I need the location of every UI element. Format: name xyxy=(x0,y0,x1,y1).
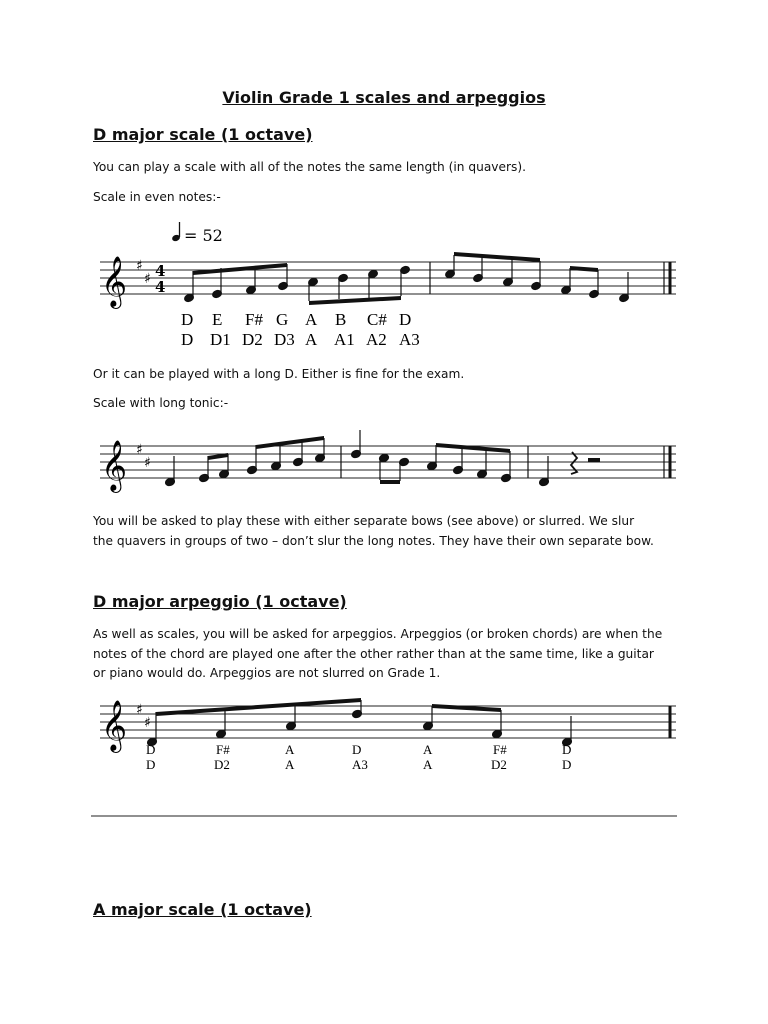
svg-text:♯: ♯ xyxy=(144,455,151,471)
svg-text:A: A xyxy=(423,742,433,757)
arpeggio-finger-labels xyxy=(146,757,571,772)
arpeggio-text-line-2: notes of the chord are played one after the other rather than at the same time, like a guitar xyxy=(93,647,654,661)
svg-text:4: 4 xyxy=(155,262,166,280)
svg-text:♯: ♯ xyxy=(136,442,143,458)
svg-text:A3: A3 xyxy=(352,757,368,772)
svg-text:♯: ♯ xyxy=(144,715,151,731)
svg-text:D3: D3 xyxy=(274,330,295,349)
svg-text:♯: ♯ xyxy=(136,258,143,274)
svg-text:A: A xyxy=(285,742,295,757)
svg-text:D2: D2 xyxy=(242,330,263,349)
svg-text:♯: ♯ xyxy=(136,702,143,718)
long-d-text: Or it can be played with a long D. Either is fine for the exam. xyxy=(93,367,465,381)
svg-text:D: D xyxy=(562,757,572,772)
page-title: Violin Grade 1 scales and arpeggios xyxy=(222,88,546,107)
svg-text:D: D xyxy=(181,310,194,329)
svg-text:♯: ♯ xyxy=(144,271,151,287)
svg-text:C#: C# xyxy=(367,310,387,329)
svg-text:A: A xyxy=(423,757,433,772)
arpeggio-text-line-3: or piano would do. Arpeggios are not slurred on Grade 1. xyxy=(93,666,441,680)
svg-text:D2: D2 xyxy=(214,757,230,772)
svg-text:E: E xyxy=(212,310,223,329)
svg-text:D: D xyxy=(181,330,194,349)
bowing-text-line-1: You will be asked to play these with either separate bows (see above) or slurred. We slur xyxy=(93,514,635,528)
a-major-scale-heading: A major scale (1 octave) xyxy=(93,900,312,919)
svg-text:D2: D2 xyxy=(491,757,507,772)
svg-text:F#: F# xyxy=(493,742,507,757)
svg-text:B: B xyxy=(335,310,347,329)
tempo-text: = 52 xyxy=(184,226,223,245)
svg-text:D: D xyxy=(146,742,156,757)
svg-text:D: D xyxy=(352,742,362,757)
svg-text:A: A xyxy=(305,330,318,349)
svg-text:A: A xyxy=(285,757,295,772)
svg-text:A3: A3 xyxy=(399,330,420,349)
svg-text:F#: F# xyxy=(216,742,230,757)
svg-text:G: G xyxy=(276,310,289,329)
treble-clef-icon: 𝄞 xyxy=(101,700,128,751)
svg-text:D: D xyxy=(562,742,572,757)
svg-text:A: A xyxy=(305,310,318,329)
svg-text:A2: A2 xyxy=(366,330,387,349)
arpeggio-text-line-1: As well as scales, you will be asked for arpeggios. Arpeggios (or broken chords) are when the xyxy=(93,627,663,641)
svg-text:D: D xyxy=(399,310,412,329)
treble-clef-icon: 𝄞 xyxy=(101,440,128,491)
svg-text:F#: F# xyxy=(245,310,263,329)
svg-text:D1: D1 xyxy=(210,330,231,349)
d-major-scale-heading: D major scale (1 octave) xyxy=(93,125,313,144)
bowing-text-line-2: the quavers in groups of two – don’t slur the long notes. They have their own separate bow. xyxy=(93,534,654,548)
scale-intro-text: You can play a scale with all of the notes the same length (in quavers). xyxy=(93,160,526,174)
long-tonic-label: Scale with long tonic:- xyxy=(93,396,229,410)
even-notes-label: Scale in even notes:- xyxy=(93,190,221,204)
d-major-arpeggio-heading: D major arpeggio (1 octave) xyxy=(93,592,347,611)
arpeggio-note-labels xyxy=(146,742,571,757)
svg-text:4: 4 xyxy=(155,278,166,296)
treble-clef-icon: 𝄞 xyxy=(101,256,128,307)
svg-text:A1: A1 xyxy=(334,330,355,349)
svg-text:D: D xyxy=(146,757,156,772)
